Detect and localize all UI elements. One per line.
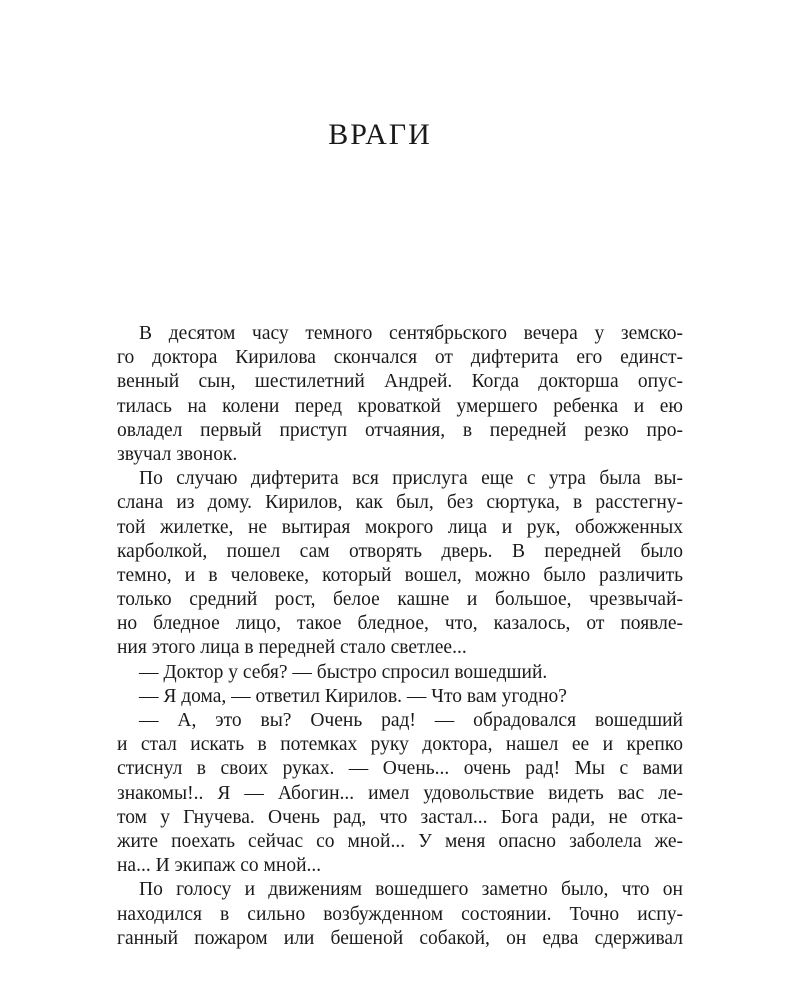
text-line: только средний рост, белое кашне и большое, чрезвычай-: [117, 589, 683, 611]
text-line: но бледное лицо, такое бледное, что, казалось, от появле-: [117, 613, 683, 635]
text-line: По случаю дифтерита вся прислуга еще с утра была вы-: [139, 468, 683, 490]
text-line: жите поехать сейчас со мной... У меня опасно заболела же-: [117, 830, 683, 852]
text-line: венный сын, шестилетний Андрей. Когда докторша опус-: [117, 371, 683, 393]
text-line: темно, и в человеке, который вошел, можно было различить: [117, 564, 683, 586]
text-line: стиснул в своих руках. — Очень... очень рад! Мы с вами: [117, 758, 683, 780]
text-line: том у Гнучева. Очень рад, что застал... Бога ради, не отка-: [117, 806, 683, 828]
text-line: слана из дому. Кирилов, как был, без сюртука, в расстегну-: [117, 492, 683, 514]
text-line: — Доктор у себя? — быстро спросил вошедший.: [139, 661, 548, 683]
text-line: По голосу и движениям вошедшего заметно было, что он: [139, 879, 683, 901]
text-line: овладел первый приступ отчаяния, в передней резко про-: [117, 419, 683, 441]
text-line: тилась на колени перед кроваткой умершего ребенка и ею: [117, 395, 683, 417]
text-line: — А, это вы? Очень рад! — обрадовался вошедший: [139, 710, 683, 731]
text-line: той жилетке, не вытирая мокрого лица и рук, обожженных: [117, 516, 683, 538]
body-text: [117, 322, 683, 951]
text-line: находился в сильно возбужденном состоянии. Точно испу-: [117, 903, 683, 925]
chapter-title: ВРАГИ: [328, 118, 432, 151]
text-line: на... И экипаж со мной...: [117, 855, 322, 877]
text-line: го доктора Кирилова скончался от дифтерита его единст-: [117, 347, 683, 369]
text-line: В десятом часу темного сентябрьского вечера у земско-: [139, 323, 683, 344]
text-line: звучал звонок.: [117, 443, 238, 465]
text-line: карболкой, пошел сам отворять дверь. В передней было: [117, 540, 683, 562]
text-line: — Я дома, — ответил Кирилов. — Что вам угодно?: [139, 685, 567, 707]
text-line: ния этого лица в передней стало светлее...: [117, 637, 467, 659]
text-line: и стал искать в потемках руку доктора, нашел ее и крепко: [117, 734, 683, 756]
text-line: знакомы!.. Я — Абогин... имел удовольствие видеть вас ле-: [117, 782, 683, 804]
text-line: ганный пожаром или бешеной собакой, он едва сдерживал: [117, 927, 683, 949]
